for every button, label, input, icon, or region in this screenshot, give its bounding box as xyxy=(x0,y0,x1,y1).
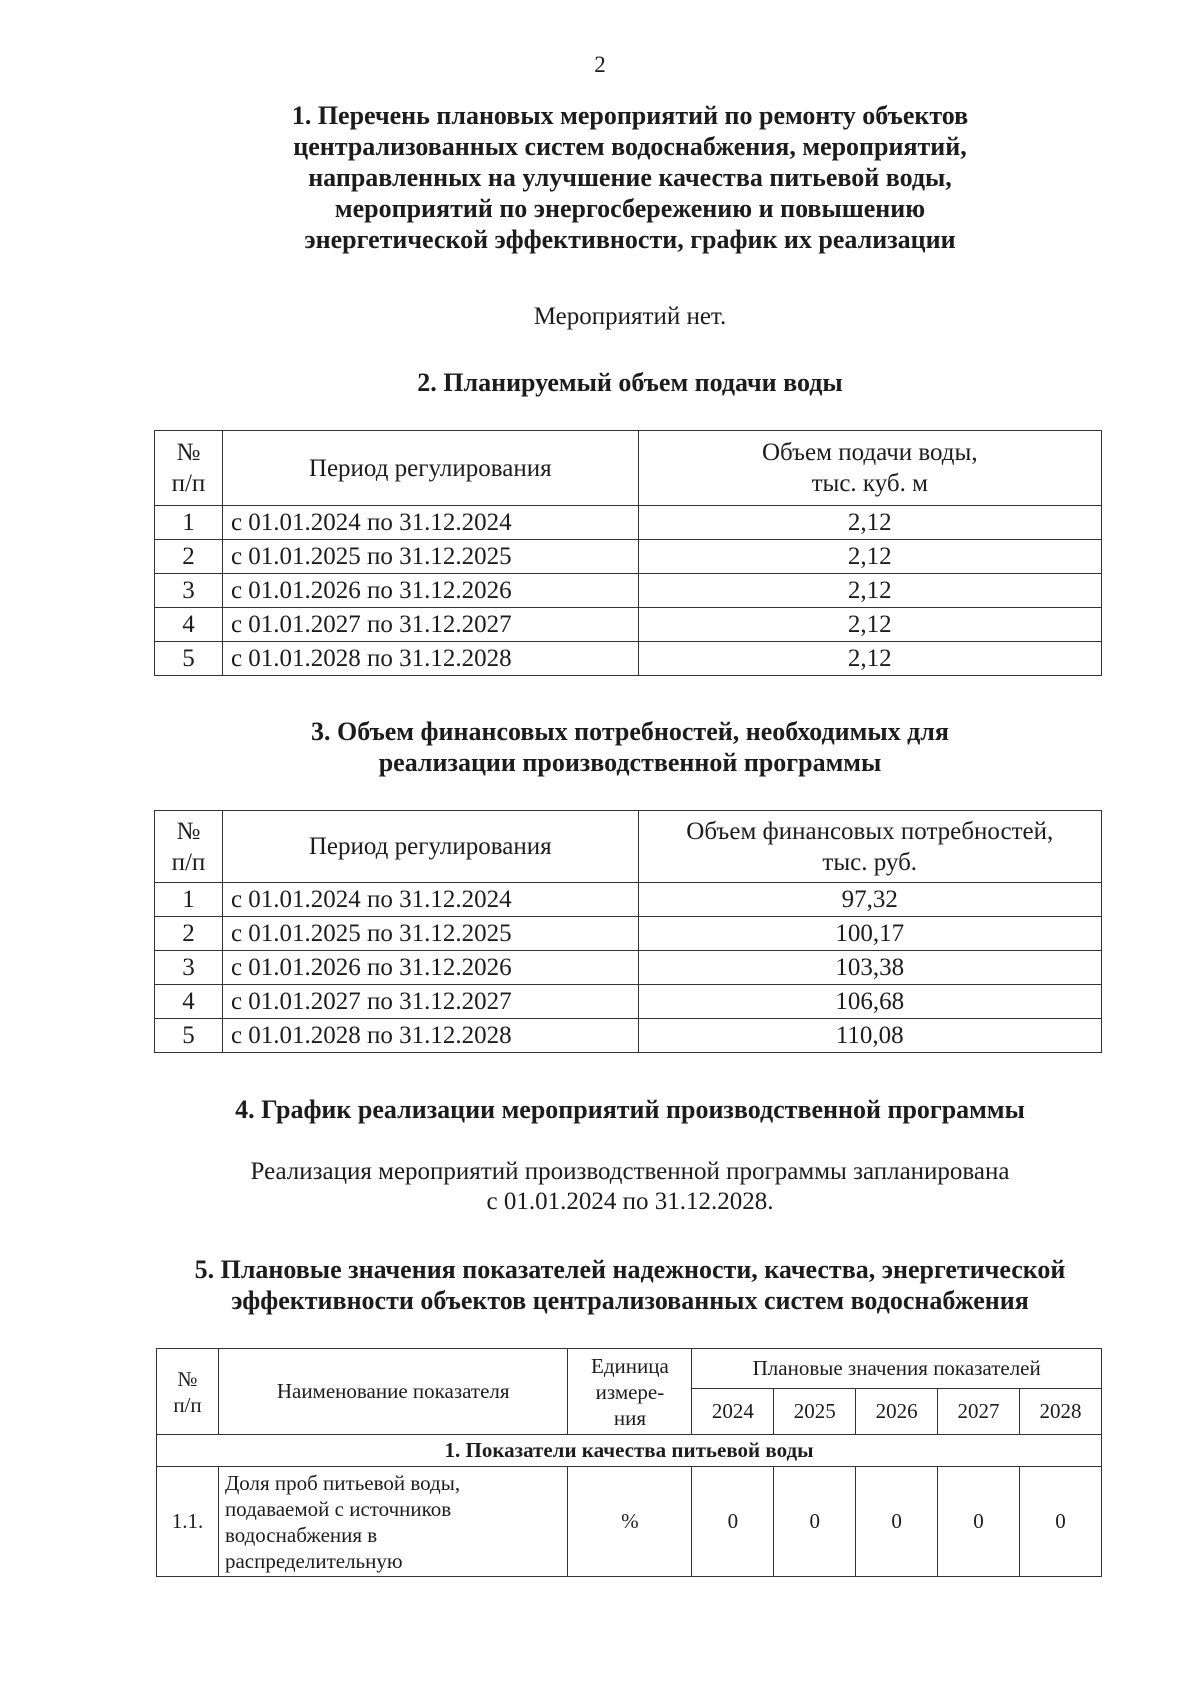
cell-value: 2,12 xyxy=(638,540,1101,574)
cell-period: с 01.01.2026 по 31.12.2026 xyxy=(222,951,638,985)
cell-num: 4 xyxy=(155,985,223,1019)
header-num xyxy=(155,431,223,506)
header-line: тыс. куб. м xyxy=(811,470,928,497)
header-num xyxy=(155,811,223,883)
cell-period: с 01.01.2025 по 31.12.2025 xyxy=(222,917,638,951)
header-year: 2025 xyxy=(774,1389,856,1435)
cell-value: 0 xyxy=(1019,1467,1101,1577)
cell-num: 3 xyxy=(155,574,223,608)
subsection-row xyxy=(157,1435,1102,1467)
section-2-title: 2. Планируемый объем подачи воды xyxy=(417,368,843,397)
header-line: тыс. руб. xyxy=(822,848,918,876)
table-row xyxy=(155,574,1102,608)
cell-period: с 01.01.2024 по 31.12.2024 xyxy=(222,506,638,540)
header-year: 2027 xyxy=(938,1389,1020,1435)
cell-value: 110,08 xyxy=(638,1019,1102,1053)
header-planned-values: Плановые значения показателей xyxy=(692,1349,1102,1389)
indicator-name-line: Доля проб питьевой воды, xyxy=(224,1470,461,1495)
cell-num: 1 xyxy=(155,883,223,917)
header-num xyxy=(157,1349,219,1435)
section-1-title-line: направленных на улучшение качества питьевой воды, xyxy=(308,163,952,192)
section-1-text: Мероприятий нет. xyxy=(533,303,727,330)
section-1-title-line: централизованных систем водоснабжения, мероприятий, xyxy=(293,132,967,161)
indicators-table xyxy=(156,1348,1102,1577)
cell-period: с 01.01.2027 по 31.12.2027 xyxy=(222,985,638,1019)
table-header-row xyxy=(157,1349,1102,1389)
cell-num: 1.1. xyxy=(157,1467,219,1577)
indicator-name-line: распределительную xyxy=(224,1548,403,1573)
section-3-title-line: 3. Объем финансовых потребностей, необходимых для xyxy=(311,717,949,746)
cell-num: 3 xyxy=(155,951,223,985)
table-row xyxy=(155,883,1102,917)
table-header-row xyxy=(155,431,1102,506)
header-year: 2024 xyxy=(692,1389,774,1435)
section-5-title-line: эффективности объектов централизованных систем водоснабжения xyxy=(231,1286,1029,1315)
cell-period: с 01.01.2027 по 31.12.2027 xyxy=(222,608,638,642)
header-line: № xyxy=(177,1366,198,1391)
indicator-name-line: водоснабжения в xyxy=(224,1522,378,1547)
header-line: п/п xyxy=(173,1392,202,1417)
table-row xyxy=(155,540,1102,574)
cell-num: 5 xyxy=(155,642,223,676)
cell-value: 0 xyxy=(856,1467,938,1577)
cell-period: с 01.01.2028 по 31.12.2028 xyxy=(222,642,638,676)
header-unit xyxy=(568,1349,692,1435)
table-row xyxy=(155,642,1102,676)
header-line: п/п xyxy=(171,470,206,497)
cell-indicator-name xyxy=(218,1467,568,1577)
cell-num: 5 xyxy=(155,1019,223,1053)
table-row xyxy=(155,1019,1102,1053)
subsection-title: 1. Показатели качества питьевой воды xyxy=(157,1435,1102,1467)
cell-period: с 01.01.2028 по 31.12.2028 xyxy=(222,1019,638,1053)
header-year: 2026 xyxy=(856,1389,938,1435)
cell-unit: % xyxy=(568,1467,692,1577)
table-row xyxy=(157,1467,1102,1577)
header-line: измере- xyxy=(595,1379,665,1404)
cell-value: 0 xyxy=(774,1467,856,1577)
header-value xyxy=(638,431,1101,506)
cell-value: 0 xyxy=(938,1467,1020,1577)
cell-value: 2,12 xyxy=(638,608,1101,642)
cell-period: с 01.01.2026 по 31.12.2026 xyxy=(222,574,638,608)
table-row xyxy=(155,951,1102,985)
cell-value: 103,38 xyxy=(638,951,1102,985)
header-line: № xyxy=(176,817,201,845)
section-1-title xyxy=(150,100,1110,255)
cell-value: 106,68 xyxy=(638,985,1102,1019)
cell-value: 0 xyxy=(692,1467,774,1577)
table-row xyxy=(155,506,1102,540)
table-row xyxy=(155,917,1102,951)
cell-value: 2,12 xyxy=(638,574,1101,608)
header-line: Объем подачи воды, xyxy=(761,439,978,466)
table-row xyxy=(155,985,1102,1019)
section-1-title-line: энергетической эффективности, график их реализации xyxy=(304,225,956,254)
cell-value: 100,17 xyxy=(638,917,1102,951)
cell-value: 97,32 xyxy=(638,883,1102,917)
table-header-row xyxy=(155,811,1102,883)
table-row xyxy=(155,608,1102,642)
header-period: Период регулирования xyxy=(222,811,638,883)
cell-num: 2 xyxy=(155,540,223,574)
cell-num: 2 xyxy=(155,917,223,951)
header-year: 2028 xyxy=(1019,1389,1101,1435)
indicator-name-line: подаваемой с источников xyxy=(224,1496,452,1521)
header-line: ния xyxy=(613,1405,646,1430)
section-5-title xyxy=(150,1254,1110,1316)
cell-period: с 01.01.2025 по 31.12.2025 xyxy=(222,540,638,574)
header-line: Объем финансовых потребностей, xyxy=(686,817,1054,845)
section-5-title-line: 5. Плановые значения показателей надежности, качества, энергетической xyxy=(194,1255,1066,1284)
header-line: п/п xyxy=(171,848,206,876)
section-3-title xyxy=(150,716,1110,778)
section-1-title-line: мероприятий по энергосбережению и повышению xyxy=(334,194,926,223)
cell-value: 2,12 xyxy=(638,506,1101,540)
cell-num: 1 xyxy=(155,506,223,540)
header-line: № xyxy=(176,439,201,466)
header-period: Период регулирования xyxy=(222,431,638,506)
header-indicator-name: Наименование показателя xyxy=(218,1349,568,1435)
cell-value: 2,12 xyxy=(638,642,1101,676)
section-4-text-line: с 01.01.2024 по 31.12.2028. xyxy=(486,1188,774,1215)
section-3-title-line: реализации производственной программы xyxy=(378,748,882,777)
cell-num: 4 xyxy=(155,608,223,642)
header-value xyxy=(638,811,1102,883)
section-1-title-line: 1. Перечень плановых мероприятий по ремонту объектов xyxy=(291,101,969,130)
section-4-text xyxy=(150,1157,1110,1217)
section-4-text-line: Реализация мероприятий производственной программы запланирована xyxy=(250,1158,1010,1185)
section-4-title: 4. График реализации мероприятий производственной программы xyxy=(235,1095,1025,1124)
water-volume-table xyxy=(154,430,1102,676)
header-line: Единица xyxy=(591,1353,669,1378)
page-number: 2 xyxy=(594,52,606,77)
financial-needs-table xyxy=(154,810,1102,1053)
cell-period: с 01.01.2024 по 31.12.2024 xyxy=(222,883,638,917)
